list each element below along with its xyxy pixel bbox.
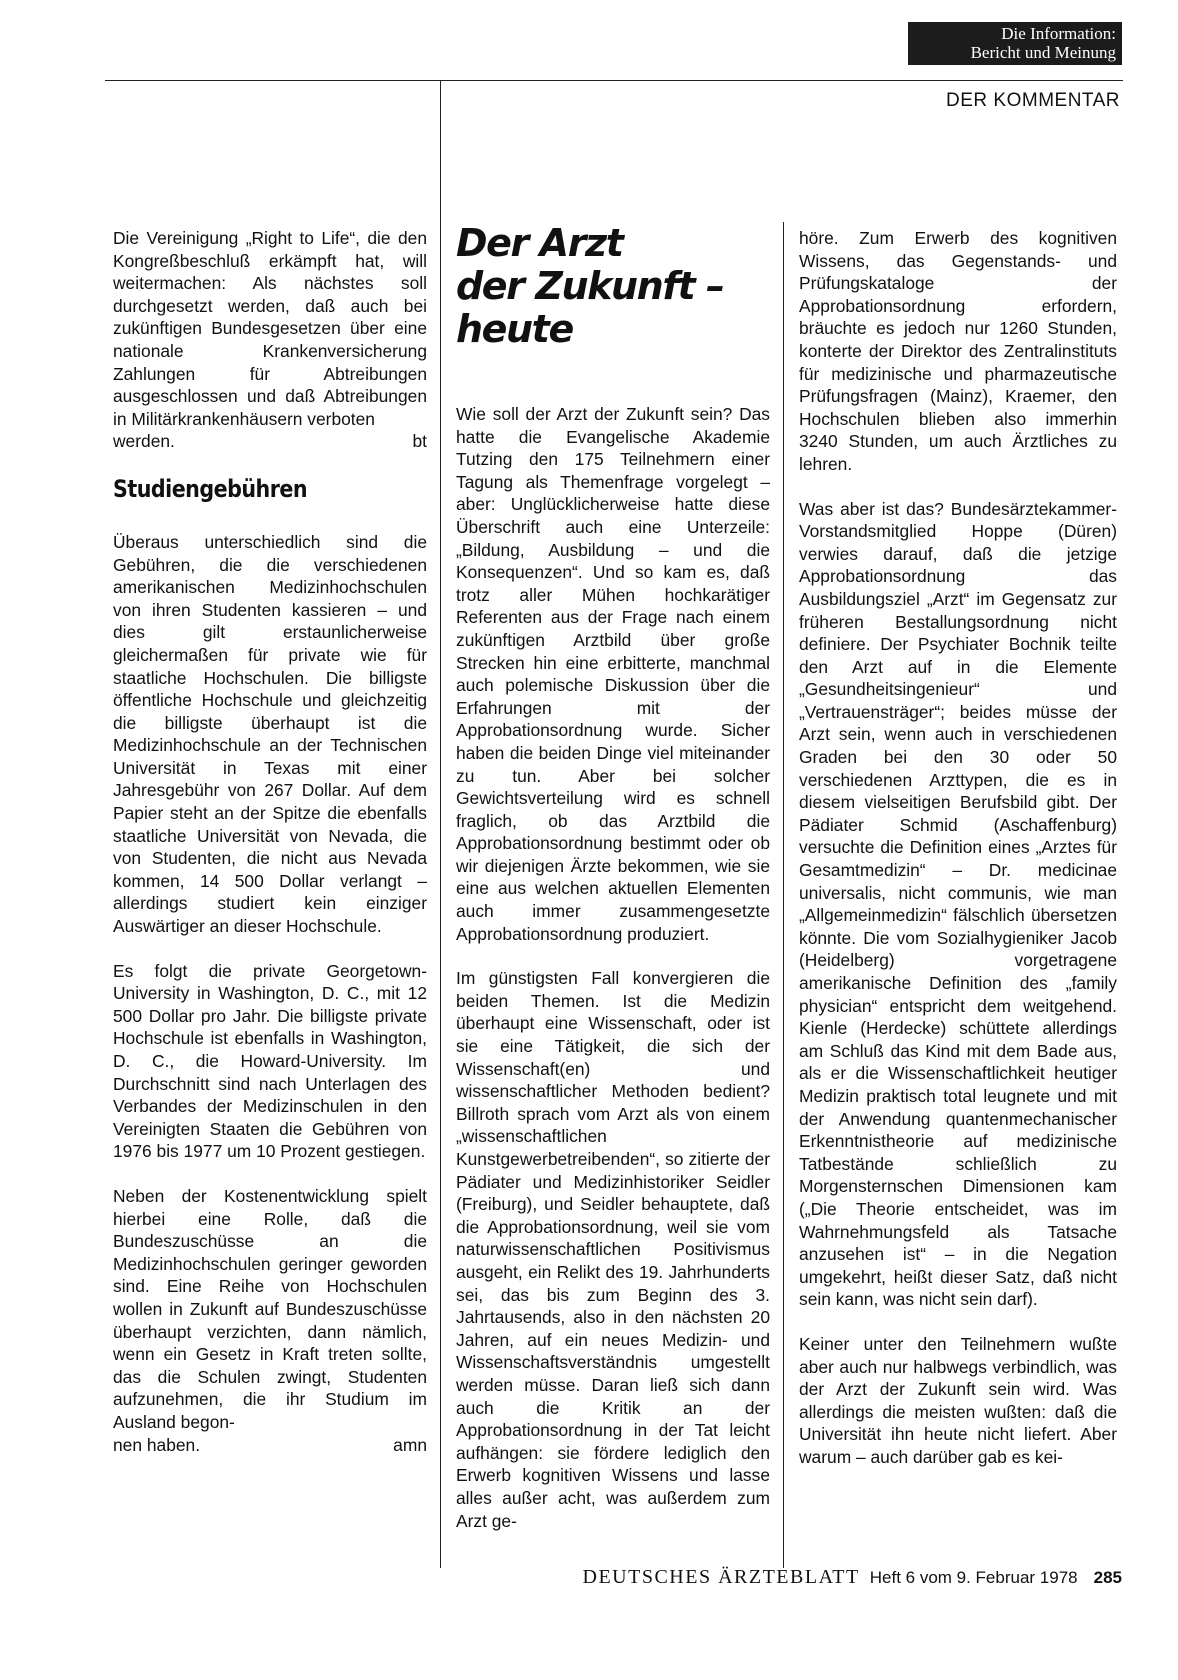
headline-line-2: der Zukunft – <box>456 264 724 308</box>
subheading-studiengebuehren: Studiengebühren <box>113 474 308 503</box>
column-left <box>113 227 427 1456</box>
section-label: DER KOMMENTAR <box>946 90 1120 111</box>
issue-info: Heft 6 vom 9. Februar 1978 <box>869 1568 1078 1587</box>
column-divider-left <box>440 80 441 1568</box>
article-headline <box>456 222 770 351</box>
header-rule <box>105 80 1123 81</box>
middle-paragraph-1: Wie soll der Arzt der Zukunft sein? Das hatte die Evangelische Akademie Tutzing den 175 Teilnehmern einer Tagung als Themenfrage vorgelegt – aber: Unglücklicherweise hatte diese Überschrift auch eine Unterzeile: „Bildung, Ausbildung – und die Konsequenzen“. Und so kam es, daß trotz aller Mühen hochkarätiger Referenten aus der Frage nach einem zukünftigen Arztbild über große Strecken hin eine erbitterte, manchmal auch polemische Diskussion über die Erfahrungen mit der Approbationsordnung wurde. Sicher haben die beiden Dinge viel miteinander zu tun. Aber bei solcher Gewichtsverteilung wird es schnell fraglich, ob das Arztbild die Approbationsordnung bestimmt oder ob wir diejenigen Ärzte bekommen, wie sie eine aus welchen aktuellen Elementen auch immer zusammengesetzte Approbationsordnung produziert. <box>456 404 770 944</box>
right-paragraph-2: Was aber ist das? Bundesärztekammer-Vorstandsmitglied Hoppe (Düren) verwies darauf, daß die jetzige Approbationsordnung das Ausbildungsziel „Arzt“ im Gegensatz zur früheren Bestallungsordnung nicht definiere. Der Psychiater Bochnik teilte den Arzt auf in die Elemente „Gesundheitsingenieur“ und „Vertrauensträger“; beides müsse der Arzt sein, wenn auch in verschiedenen Graden bei den 30 oder 50 verschiedenen Arzttypen, die es in diesem vielseitigen Berufsbild gibt. Der Pädiater Schmid (Aschaffenburg) versuchte die Definition eines „Arztes für Gesamtmedizin“ – Dr. medicinae universalis, nicht communis, wie man „Allgemeinmedizin“ fälschlich übersetzen könnte. Die vom Sozialhygieniker Jacob (Heidelberg) vorgetragene amerikanische Definition des „family physician“ entspricht dem weitgehend. Kienle (Herdecke) schüttete allerdings am Schluß das Kind mit dem Bade aus, als er die Wissenschaftlichkeit heutiger Medizin praktisch total leugnete und mit der Anwendung quantenmechanischer Erkenntnistheorie auf medizinische Tatbestände schließlich zu Morgensternschen Dimensionen kam („Die Theorie entscheidet, was im Wahrnehmungsfeld als Tatsache anzusehen ist“ – in die Negation umgekehrt, heißt dieser Satz, daß nicht sein kann, was nicht sein darf). <box>799 498 1117 1310</box>
author-initials-amn: amn <box>393 1434 427 1455</box>
left-paragraph-4: Neben der Kostenentwicklung spielt hierbei eine Rolle, daß die Bundeszuschüsse an die Medizinhochschulen geringer geworden sind. Eine Reihe von Hochschulen wollen in Zukunft auf Bundeszuschüsse überhaupt verzichten, dann nämlich, wenn ein Gesetz in Kraft treten sollte, das die Schulen zwingt, Studenten aufzunehmen, die ihr Studium im Ausland begon- nen haben. amn <box>113 1185 427 1455</box>
badge-line-1: Die Information: <box>1001 24 1116 43</box>
right-paragraph-3: Keiner unter den Teilnehmern wußte aber auch nur halbwegs verbindlich, was der Arzt der Zukunft sein wird. Was allerdings die meisten wußten: daß die Universität ihn heute nicht liefert. Aber warum – auch darüber gab es kei- <box>799 1333 1117 1467</box>
column-divider-right <box>783 222 784 1568</box>
column-right <box>799 227 1117 1468</box>
page-footer <box>583 1566 1122 1589</box>
left-paragraph-3: Es folgt die private Georgetown-University in Washington, D. C., mit 12 500 Dollar pro Jahr. Die billigste private Hochschule ist ebenfalls in Washington, D. C., die Howard-University. Im Durchschnitt sind nach Unterlagen des Verbandes der Medizinschulen in den Vereinigten Staaten die Gebühren von 1976 bis 1977 um 10 Prozent gestiegen. <box>113 960 427 1162</box>
left-paragraph-2: Überaus unterschiedlich sind die Gebühren, die die verschiedenen amerikanischen Medizinhochschulen von ihren Studenten kassieren – und dies gilt erstaunlicherweise gleichermaßen für private wie für staatliche Hochschulen. Die billigste öffentliche Hochschule und gleichzeitig die billigste überhaupt ist die Medizinhochschule an der Technischen Universität in Texas mit einer Jahresgebühr von 267 Dollar. Auf dem Papier steht an der Spitze die ebenfalls staatliche Universität von Nevada, die von Studenten, die nicht aus Nevada kommen, 14 500 Dollar verlangt – allerdings studiert kein einziger Auswärtiger an dieser Hochschule. <box>113 531 427 937</box>
badge-line-2: Bericht und Meinung <box>970 43 1116 62</box>
left-paragraph-1-end: werden. <box>113 431 175 452</box>
column-middle <box>456 222 770 1532</box>
left-paragraph-1: Die Vereinigung „Right to Life“, die den Kongreßbeschluß erkämpft hat, will weitermachen: Als nächstes soll durchgesetzt werden, daß auch bei zukünftigen Bundesgesetzen über eine nationale Krankenversicherung Zahlungen für Abtreibungen ausgeschlossen und daß Abtreibungen in Militärkrankenhäusern verboten werden. bt <box>113 228 427 452</box>
right-paragraph-1: höre. Zum Erwerb des kognitiven Wissens, das Gegenstands- und Prüfungskataloge der Approbationsordnung erfordern, bräuchte es jedoch nur 1260 Stunden, konterte der Direktor des Zentralinstituts für medizinische und pharmazeutische Prüfungsfragen (Mainz), Kraemer, den Hochschulen blieben also immerhin 3240 Stunden, um auch Ärztliches zu lehren. <box>799 228 1117 474</box>
department-badge <box>908 22 1122 65</box>
middle-paragraph-2: Im günstigsten Fall konvergieren die beiden Themen. Ist die Medizin überhaupt eine Wissenschaft, oder ist sie eine Tätigkeit, die sich der Wissenschaft(en) und wissenschaftlicher Methoden bedient? Billroth sprach vom Arzt als von einem „wissenschaftlichen Kunstgewerbetreibenden“, so zitierte der Pädiater und Medizinhistoriker Seidler (Freiburg), und Seidler behauptete, daß die Approbationsordnung, weil sie vom naturwissenschaftlichen Positivismus ausgeht, ein Relikt des 19. Jahrhunderts sei, das bis zum Beginn des 3. Jahrtausends, also in den nächsten 20 Jahren, auf ein neues Medizin- und Wissenschaftsverständnis umgestellt werden müsse. Daran ließ sich dann auch die Kritik an der Approbationsordnung in der Tat leicht aufhängen: sie fördere lediglich den Erwerb kognitiven Wissens und lasse alles außer acht, was außerdem zum Arzt ge- <box>456 968 770 1531</box>
headline-line-1: Der Arzt <box>456 221 623 265</box>
page-number: 285 <box>1093 1568 1122 1587</box>
left-paragraph-4-end: nen haben. <box>113 1434 201 1455</box>
author-initials-bt: bt <box>412 431 427 452</box>
journal-name: DEUTSCHES ÄRZTEBLATT <box>582 1566 860 1588</box>
headline-line-3: heute <box>456 307 573 351</box>
